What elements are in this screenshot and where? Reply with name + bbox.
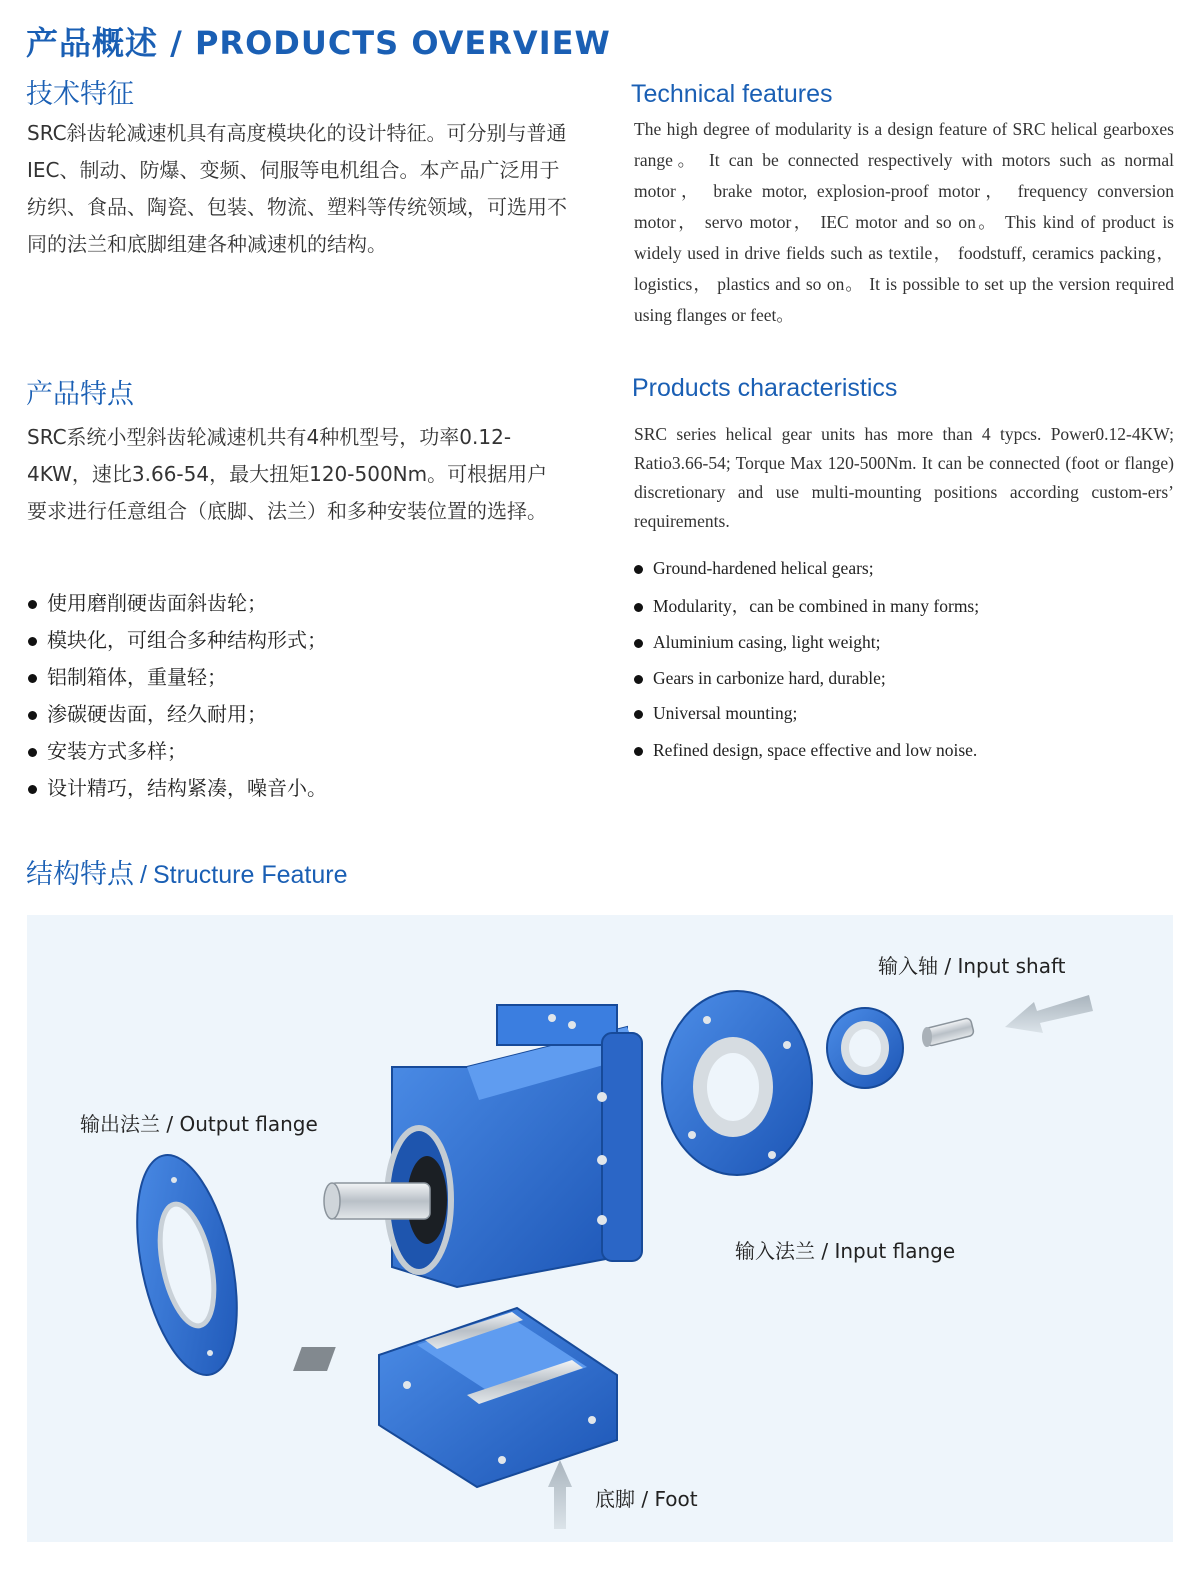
bullet-icon	[634, 675, 643, 684]
label-input-flange: 输入法兰 / Input flange	[735, 1239, 956, 1263]
chars-bullets-en	[634, 555, 979, 773]
chars-body-en: SRC series helical gear units has more than 4 typcs. Power0.12-4KW; Ratio3.66-54; Torque Max 120-500Nm. It can be connected (foot or flange) discretionary and use multi-mounting positions according custom-ers’ requirements.	[634, 424, 1174, 531]
list-item: Aluminium casing, light weight;	[634, 629, 979, 665]
foot-arrow-icon	[548, 1460, 572, 1529]
input-shaft-part	[922, 1017, 974, 1047]
list-item: 模块化，可组合多种结构形式；	[28, 622, 327, 659]
chars-body-cn: SRC系统小型斜齿轮减速机共有4种机型号，功率0.12-4KW，速比3.66-54，最大扭矩120-500Nm。可根据用户要求进行任意组合（底脚、法兰）和多种安装位置的选择。	[27, 425, 548, 523]
bullet-icon	[28, 674, 37, 683]
tech-title-cn: 技术特征	[26, 79, 134, 110]
list-item: 使用磨削硬齿面斜齿轮；	[28, 585, 327, 622]
list-item: Modularity，can be combined in many forms;	[634, 593, 979, 629]
label-input-shaft: 输入轴 / Input shaft	[878, 954, 1066, 978]
output-flange-part	[120, 1146, 255, 1384]
bullet-icon	[28, 637, 37, 646]
input-arrow-icon	[1005, 995, 1093, 1033]
bullet-icon	[634, 710, 643, 719]
bullet-icon	[28, 785, 37, 794]
tech-body-en: The high degree of modularity is a design feature of SRC helical gearboxes range。 It can be connected respectively with motors such as normal motor， brake motor, explosion-proof motor， frequency conversion motor， servo motor， IEC motor and so on。 This kind of product is widely used in drive fields such as textile， foodstuff, ceramics packing， logistics， plastics and so on。 It is possible to set up the version required using flanges or feet。	[634, 119, 1174, 325]
bullet-icon	[28, 711, 37, 720]
list-item: Refined design, space effective and low noise.	[634, 737, 979, 773]
list-item: 设计精巧，结构紧凑，噪音小。	[28, 770, 327, 807]
list-item: 铝制箱体，重量轻；	[28, 659, 327, 696]
bullet-icon	[28, 600, 37, 609]
gearbox-exploded-illustration	[27, 915, 1173, 1542]
list-item: Gears in carbonize hard, durable;	[634, 665, 979, 700]
gearbox-housing-part	[324, 1005, 642, 1287]
foot-part	[293, 1308, 617, 1487]
list-item: Ground-hardened helical gears;	[634, 555, 979, 593]
page-title: 产品概述 / PRODUCTS OVERVIEW	[26, 24, 611, 62]
bullet-icon	[28, 748, 37, 757]
bullet-icon	[634, 639, 643, 648]
chars-title-en: Products characteristics	[632, 374, 898, 402]
label-foot: 底脚 / Foot	[595, 1487, 698, 1511]
label-output-flange: 输出法兰 / Output flange	[80, 1112, 318, 1136]
bullet-icon	[634, 603, 643, 612]
input-ring-part	[827, 1008, 903, 1088]
chars-bullets-cn	[28, 585, 327, 807]
list-item: 渗碳硬齿面，经久耐用；	[28, 696, 327, 733]
list-item: Universal mounting;	[634, 700, 979, 737]
tech-body-cn: SRC斜齿轮减速机具有高度模块化的设计特征。可分别与普通IEC、制动、防爆、变频、伺服等电机组合。本产品广泛用于纺织、食品、陶瓷、包装、物流、塑料等传统领域，可选用不同的法兰和底脚组建各种减速机的结构。	[27, 121, 567, 256]
chars-title-cn: 产品特点	[26, 379, 134, 410]
exploded-view-panel	[27, 915, 1173, 1542]
bullet-icon	[634, 565, 643, 574]
input-flange-part	[662, 991, 812, 1175]
tech-title-en: Technical features	[631, 80, 833, 108]
structure-title: 结构特点 / Structure Feature	[26, 859, 348, 890]
bullet-icon	[634, 747, 643, 756]
list-item: 安装方式多样；	[28, 733, 327, 770]
